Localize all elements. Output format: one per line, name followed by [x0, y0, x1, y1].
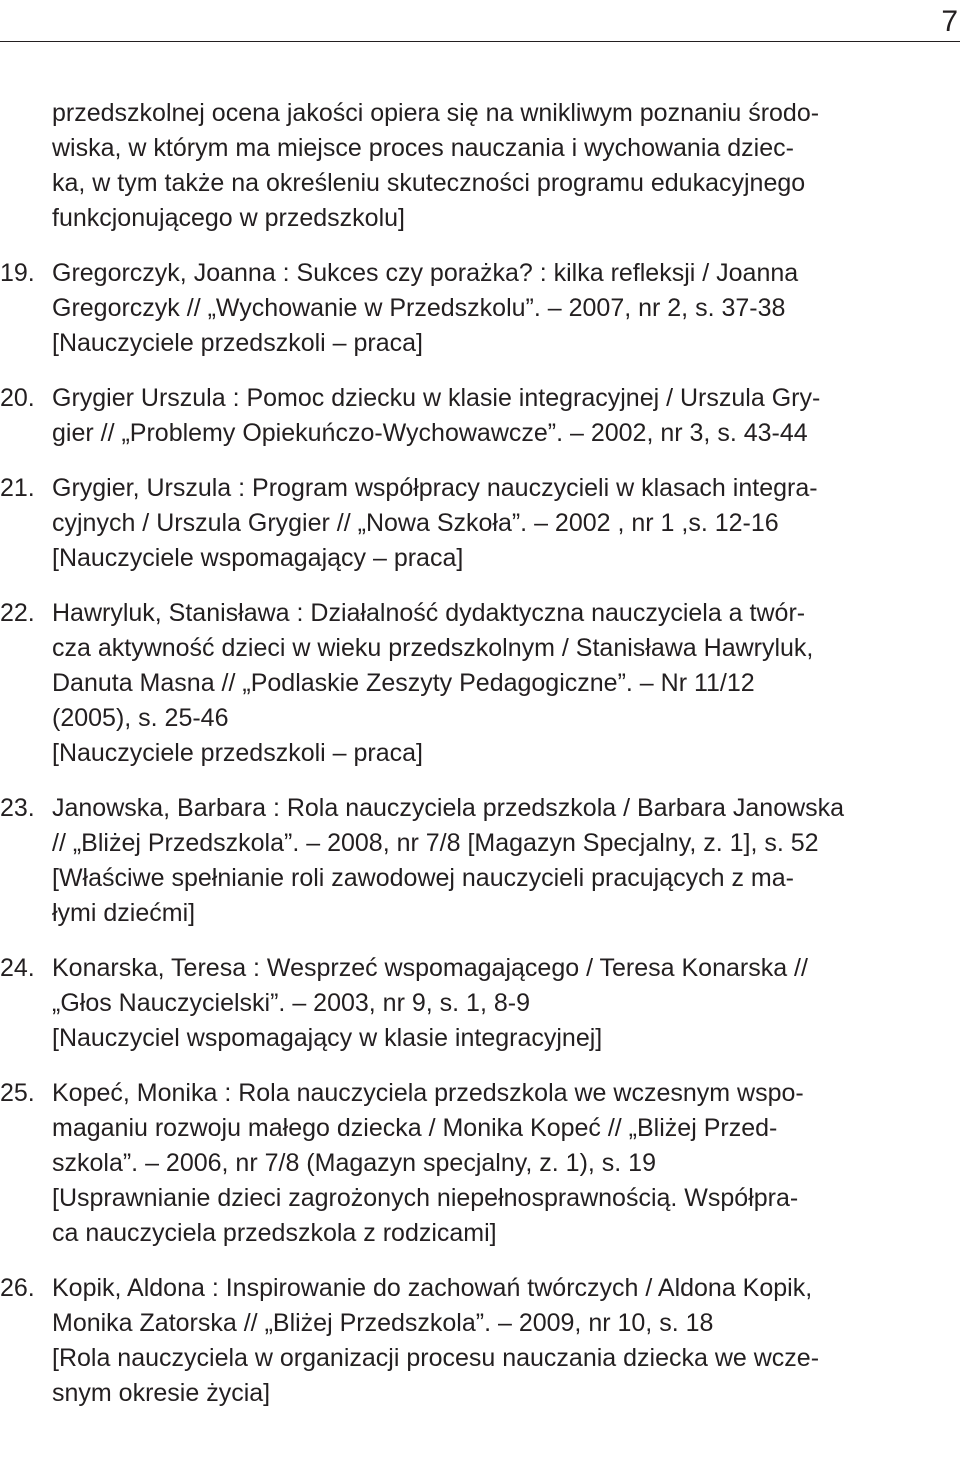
entry-text [52, 256, 958, 361]
entry-line: łymi dziećmi] [52, 899, 196, 927]
bibliography-entry [0, 951, 958, 1056]
entry-number: 25. [0, 1079, 35, 1107]
entry-line: szkola”. – 2006, nr 7/8 (Magazyn specjalny, z. 1), s. 19 [52, 1149, 656, 1177]
bibliography-entry [0, 471, 958, 576]
entry-line: gier // „Problemy Opiekuńczo-Wychowawcze”. – 2002, nr 3, s. 43-44 [52, 419, 808, 447]
bibliography-entry [0, 791, 958, 931]
intro-paragraph [52, 96, 958, 236]
entry-line: Janowska, Barbara : Rola nauczyciela przedszkola / Barbara Janowska [52, 794, 845, 822]
bibliography-entry [0, 1076, 958, 1251]
entry-line: Konarska, Teresa : Wesprzeć wspomagającego / Teresa Konarska // [52, 954, 808, 982]
entry-number: 24. [0, 954, 35, 982]
entry-line: [Usprawnianie dzieci zagrożonych niepełnosprawnością. Współpra- [52, 1184, 799, 1212]
entry-line: maganiu rozwoju małego dziecka / Monika Kopeć // „Bliżej Przed- [52, 1114, 778, 1142]
intro-line: ka, w tym także na określeniu skuteczności programu edukacyjnego [52, 169, 806, 197]
entry-line: [Nauczyciele przedszkoli – praca] [52, 329, 423, 357]
bibliography-list [0, 256, 958, 1411]
entry-number: 26. [0, 1274, 35, 1302]
entry-number: 23. [0, 794, 35, 822]
entry-line: Danuta Masna // „Podlaskie Zeszyty Pedagogiczne”. – Nr 11/12 [52, 669, 755, 697]
entry-line: Kopik, Aldona : Inspirowanie do zachowań twórczych / Aldona Kopik, [52, 1274, 813, 1302]
entry-line: „Głos Nauczycielski”. – 2003, nr 9, s. 1, 8-9 [52, 989, 530, 1017]
entry-number: 20. [0, 384, 35, 412]
entry-text [52, 791, 958, 931]
entry-line: (2005), s. 25-46 [52, 704, 229, 732]
entry-number: 21. [0, 474, 35, 502]
entry-line: // „Bliżej Przedszkola”. – 2008, nr 7/8 [Magazyn Specjalny, z. 1], s. 52 [52, 829, 819, 857]
entry-line: Gregorczyk, Joanna : Sukces czy porażka? : kilka refleksji / Joanna [52, 259, 799, 287]
entry-line: [Nauczyciele przedszkoli – praca] [52, 739, 423, 767]
entry-number: 22. [0, 599, 35, 627]
entry-text [52, 381, 958, 451]
entry-line: Grygier, Urszula : Program współpracy nauczycieli w klasach integra- [52, 474, 818, 502]
entry-text [52, 471, 958, 576]
entry-line: ca nauczyciela przedszkola z rodzicami] [52, 1219, 497, 1247]
entry-line: [Rola nauczyciela w organizacji procesu nauczania dziecka we wcze- [52, 1344, 820, 1372]
entry-text [52, 951, 958, 1056]
entry-line: [Właściwe spełnianie roli zawodowej nauczycieli pracujących z ma- [52, 864, 794, 892]
intro-line: wiska, w którym ma miejsce proces nauczania i wychowania dziec- [52, 134, 794, 162]
entry-line: cza aktywność dzieci w wieku przedszkolnym / Stanisława Hawryluk, [52, 634, 814, 662]
entry-text [52, 1076, 958, 1251]
entry-line: Grygier Urszula : Pomoc dziecku w klasie integracyjnej / Urszula Gry- [52, 384, 821, 412]
bibliography-entry [0, 1271, 958, 1411]
bibliography-content [0, 96, 958, 1431]
entry-text [52, 1271, 958, 1411]
entry-line: [Nauczyciele wspomagający – praca] [52, 544, 464, 572]
entry-line: Monika Zatorska // „Bliżej Przedszkola”. – 2009, nr 10, s. 18 [52, 1309, 714, 1337]
entry-line: snym okresie życia] [52, 1379, 271, 1407]
header-rule [0, 41, 960, 42]
entry-line: Gregorczyk // „Wychowanie w Przedszkolu”. – 2007, nr 2, s. 37-38 [52, 294, 786, 322]
entry-line: Hawryluk, Stanisława : Działalność dydaktyczna nauczyciela a twór- [52, 599, 806, 627]
bibliography-entry [0, 596, 958, 771]
bibliography-entry [0, 381, 958, 451]
entry-line: Kopeć, Monika : Rola nauczyciela przedszkola we wczesnym wspo- [52, 1079, 804, 1107]
intro-line: funkcjonującego w przedszkolu] [52, 204, 405, 232]
page-number: 7 [941, 5, 958, 38]
entry-number: 19. [0, 259, 35, 287]
entry-line: [Nauczyciel wspomagający w klasie integracyjnej] [52, 1024, 603, 1052]
entry-line: cyjnych / Urszula Grygier // „Nowa Szkoła”. – 2002 , nr 1 ,s. 12-16 [52, 509, 779, 537]
entry-text [52, 596, 958, 771]
intro-line: przedszkolnej ocena jakości opiera się na wnikliwym poznaniu środo- [52, 99, 820, 127]
bibliography-entry [0, 256, 958, 361]
